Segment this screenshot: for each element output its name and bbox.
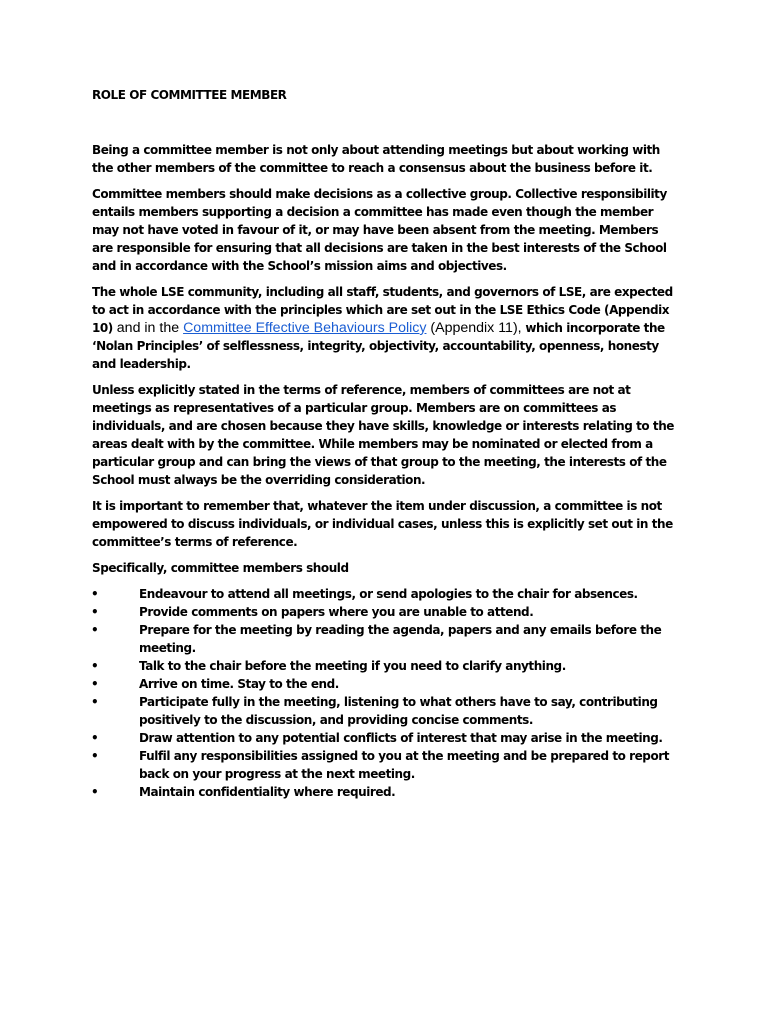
bullet-icon: •	[91, 659, 99, 673]
ethics-connector-text: and in the	[112, 320, 184, 336]
list-item	[92, 747, 682, 783]
paragraph-collective-responsibility: Committee members should make decisions as a collective group. Collective responsibility entails members supporting a decision a committee has made even though the member may not have voted in favour of it, or may have been absent from the meeting. Members are responsible for ensuring that all decisions are taken in the best interests of the School and in accordance with the School’s mission aims and objectives.	[92, 187, 667, 273]
list-item-text: Provide comments on papers where you are unable to attend.	[139, 605, 534, 619]
paragraph-ethics-code	[92, 283, 682, 373]
list-item-text: Fulfil any responsibilities assigned to you at the meeting and be prepared to report back on your progress at the next meeting.	[139, 749, 669, 781]
document-title: ROLE OF COMMITTEE MEMBER	[92, 88, 287, 102]
list-item	[92, 675, 682, 693]
list-item-text: Participate fully in the meeting, listening to what others have to say, contributing positively to the discussion, and providing concise comments.	[139, 695, 658, 727]
list-item	[92, 729, 682, 747]
bullet-icon: •	[91, 785, 99, 799]
list-item	[92, 657, 682, 675]
paragraph-representation: Unless explicitly stated in the terms of reference, members of committees are not at meetings as representatives of a particular group. Members are on committees as individuals, and are chosen because they have skills, knowledge or interests relating to the areas dealt with by the committee. While members may be nominated or elected from a particular group and can bring the views of that group to the meeting, the interests of the School must always be the overriding consideration.	[92, 383, 674, 487]
list-item-text: Arrive on time. Stay to the end.	[139, 677, 339, 691]
appendix-11-text: (Appendix 11),	[426, 320, 522, 336]
list-item-text: Prepare for the meeting by reading the agenda, papers and any emails before the meeting.	[139, 623, 662, 655]
bullet-icon: •	[91, 677, 99, 691]
list-item-text: Maintain confidentiality where required.	[139, 785, 396, 799]
document-page	[92, 86, 682, 801]
list-item-text: Endeavour to attend all meetings, or send apologies to the chair for absences.	[139, 587, 638, 601]
paragraph-list-intro: Specifically, committee members should	[92, 561, 349, 575]
list-item	[92, 603, 682, 621]
responsibilities-list	[92, 585, 682, 801]
list-item	[92, 621, 682, 657]
list-item-text: Draw attention to any potential conflicts of interest that may arise in the meeting.	[139, 731, 663, 745]
bullet-icon: •	[91, 731, 99, 745]
list-item-text: Talk to the chair before the meeting if you need to clarify anything.	[139, 659, 566, 673]
bullet-icon: •	[91, 749, 99, 763]
paragraph-consensus: Being a committee member is not only about attending meetings but about working with the other members of the committee to reach a consensus about the business before it.	[92, 143, 660, 175]
bullet-icon: •	[91, 695, 99, 709]
list-item	[92, 585, 682, 603]
bullet-icon: •	[91, 623, 99, 637]
bullet-icon: •	[91, 605, 99, 619]
list-item	[92, 693, 682, 729]
list-item	[92, 783, 682, 801]
bullet-icon: •	[91, 587, 99, 601]
nolan-principles-text: which incorporate the ‘Nolan Principles’ of selflessness, integrity, objectivity, accountability, openness, honesty and leadership.	[92, 321, 665, 371]
paragraph-individual-cases: It is important to remember that, whatever the item under discussion, a committee is not empowered to discuss individuals, or individual cases, unless this is explicitly set out in the committee’s terms of reference.	[92, 499, 673, 549]
committee-behaviours-policy-link[interactable]: Committee Effective Behaviours Policy	[183, 320, 427, 336]
ethics-code-text: The whole LSE community, including all staff, students, and governors of LSE, are expected to act in accordance with the principles which are set out in the LSE Ethics Code (Appendix 10)	[92, 285, 673, 335]
